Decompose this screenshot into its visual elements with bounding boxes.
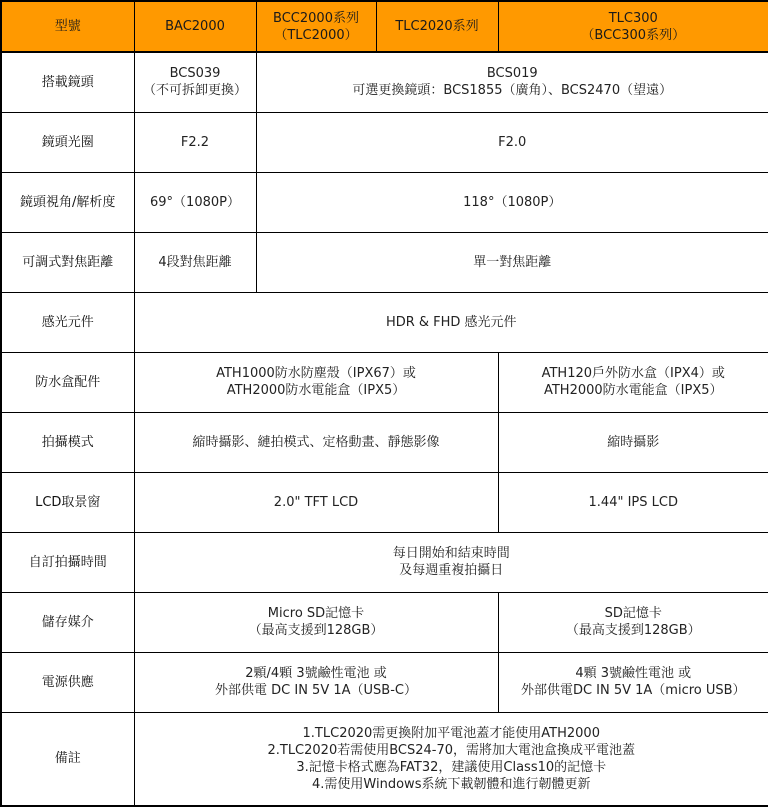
row-focus <box>1 232 768 292</box>
cell-lens-bac2000: BCS039 （不可拆卸更換） <box>134 52 256 112</box>
row-label-modes: 拍攝模式 <box>1 412 134 472</box>
row-label-aperture: 鏡頭光圈 <box>1 112 134 172</box>
cell-focus-others: 單一對焦距離 <box>256 232 768 292</box>
header-row <box>1 1 768 52</box>
note-item: 4.需使用Windows系統下載韌體和進行韌體更新 <box>312 776 591 792</box>
cell-storage-group-a: Micro SD記憶卡 （最高支援到128GB） <box>134 592 498 652</box>
header-model-bcc2000: BCC2000系列 （TLC2000） <box>256 1 376 52</box>
cell-housing-tlc300: ATH120戶外防水盒（IPX4）或 ATH2000防水電能盒（IPX5） <box>498 352 768 412</box>
row-notes <box>1 712 768 806</box>
row-power <box>1 652 768 712</box>
note-item: 3.記憶卡格式應為FAT32，建議使用Class10的記憶卡 <box>296 759 607 775</box>
row-label-notes: 備註 <box>1 712 134 806</box>
row-label-lcd: LCD取景窗 <box>1 472 134 532</box>
row-label-fov: 鏡頭視角/解析度 <box>1 172 134 232</box>
cell-schedule-all: 每日開始和結束時間 及每週重複拍攝日 <box>134 532 768 592</box>
cell-storage-tlc300: SD記憶卡 （最高支援到128GB） <box>498 592 768 652</box>
row-fov <box>1 172 768 232</box>
note-item: 1.TLC2020需更換附加平電池蓋才能使用ATH2000 <box>302 725 600 741</box>
cell-power-group-a: 2顆/4顆 3號鹼性電池 或 外部供電 DC IN 5V 1A（USB-C） <box>134 652 498 712</box>
header-model-label: 型號 <box>1 1 134 52</box>
row-sensor <box>1 292 768 352</box>
cell-modes-tlc300: 縮時攝影 <box>498 412 768 472</box>
cell-lcd-tlc300: 1.44" IPS LCD <box>498 472 768 532</box>
row-housing <box>1 352 768 412</box>
row-label-schedule: 自訂拍攝時間 <box>1 532 134 592</box>
note-item: 2.TLC2020若需使用BCS24-70，需將加大電池盒換成平電池蓋 <box>267 742 636 758</box>
cell-focus-bac2000: 4段對焦距離 <box>134 232 256 292</box>
cell-fov-others: 118°（1080P） <box>256 172 768 232</box>
row-aperture <box>1 112 768 172</box>
row-storage <box>1 592 768 652</box>
row-label-lens: 搭載鏡頭 <box>1 52 134 112</box>
row-label-sensor: 感光元件 <box>1 292 134 352</box>
cell-sensor-all: HDR & FHD 感光元件 <box>134 292 768 352</box>
cell-modes-group-a: 縮時攝影、縺拍模式、定格動畫、靜態影像 <box>134 412 498 472</box>
row-label-storage: 儲存媒介 <box>1 592 134 652</box>
row-lcd <box>1 472 768 532</box>
cell-power-tlc300: 4顆 3號鹼性電池 或 外部供電DC IN 5V 1A（micro USB） <box>498 652 768 712</box>
header-model-tlc2020: TLC2020系列 <box>376 1 498 52</box>
row-lens <box>1 52 768 112</box>
row-label-power: 電源供應 <box>1 652 134 712</box>
cell-lens-others: BCS019 可選更換鏡頭：BCS1855（廣角）、BCS2470（望遠） <box>256 52 768 112</box>
cell-fov-bac2000: 69°（1080P） <box>134 172 256 232</box>
cell-aperture-others: F2.0 <box>256 112 768 172</box>
header-model-bac2000: BAC2000 <box>134 1 256 52</box>
cell-notes <box>134 712 768 806</box>
row-schedule <box>1 532 768 592</box>
cell-lcd-group-a: 2.0" TFT LCD <box>134 472 498 532</box>
header-model-tlc300: TLC300 （BCC300系列） <box>498 1 768 52</box>
row-label-housing: 防水盒配件 <box>1 352 134 412</box>
cell-housing-group-a: ATH1000防水防塵殼（IPX67）或 ATH2000防水電能盒（IPX5） <box>134 352 498 412</box>
row-label-focus: 可調式對焦距離 <box>1 232 134 292</box>
row-modes <box>1 412 768 472</box>
cell-aperture-bac2000: F2.2 <box>134 112 256 172</box>
